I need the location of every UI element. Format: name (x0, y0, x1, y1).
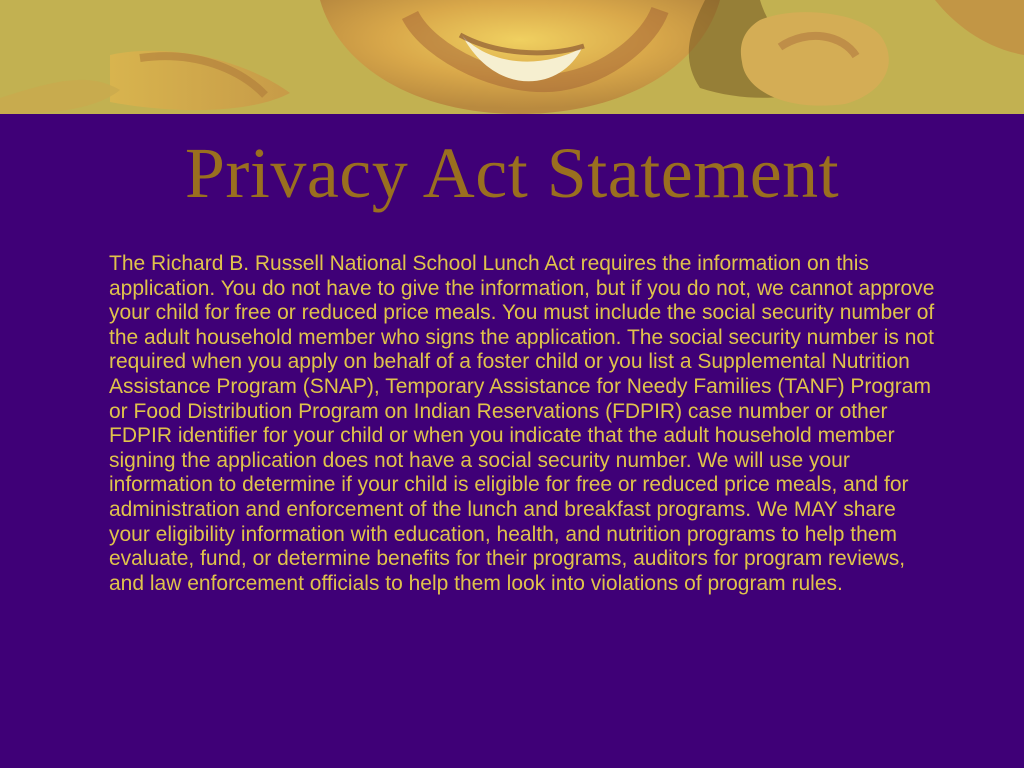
header-child-photo (0, 0, 1024, 114)
smiling-child-image (0, 0, 1024, 114)
privacy-statement-body: The Richard B. Russell National School Lunch Act requires the information on this application. You do not have to give the information, but if you do not, we cannot approve your child for free or reduced price meals. You must include the social security number of the adult household member who signs the application. The social security number is not required when you apply on behalf of a foster child or you list a Supplemental Nutrition Assistance Program (SNAP), Temporary Assistance for Needy Families (TANF) Program or Food Distribution Program on Indian Reservations (FDPIR) case number or other FDPIR identifier for your child or when you indicate that the adult household member signing the application does not have a social security number. We will use your information to determine if your child is eligible for free or reduced price meals, and for administration and enforcement of the lunch and breakfast programs. We MAY share your eligibility information with education, health, and nutrition programs to help them evaluate, fund, or determine benefits for their programs, auditors for program reviews, and law enforcement officials to help them look into violations of program rules. (109, 252, 935, 595)
page-title: Privacy Act Statement (184, 133, 840, 213)
